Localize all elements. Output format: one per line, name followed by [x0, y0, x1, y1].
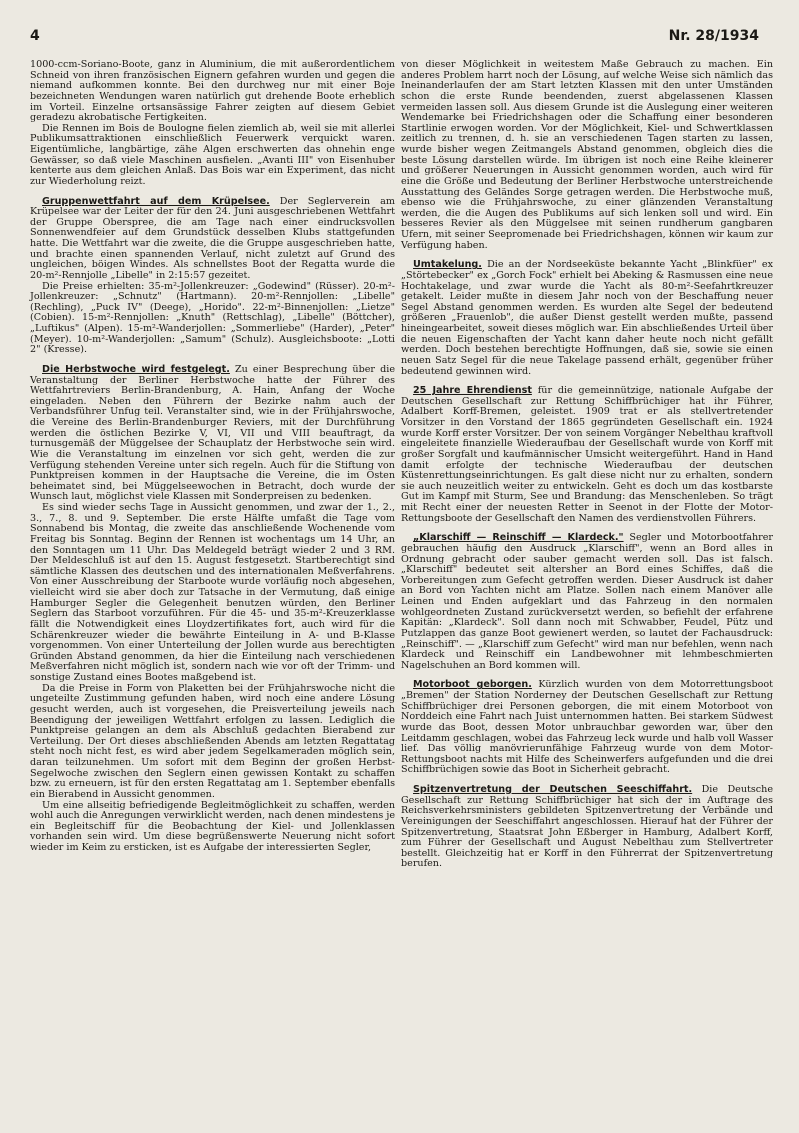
- right-column: [401, 60, 773, 870]
- left-column: [30, 60, 395, 854]
- article: [401, 785, 773, 870]
- article-heading: Gruppenwettfahrt auf dem Krüpelsee.: [42, 195, 270, 207]
- paragraph: Die Rennen im Bois de Boulogne fielen ziemlich ab, weil sie mit allerlei Publikumsattraktionen einschließlich Feuerwerk verquickt waren. Eigentümliche, langbärtige, zähe Algen erschwerten das ohnehin enge Gewässer, so daß viele Maschinen ausfielen. „Avanti III" von Eisenhuber kenterte aus dem gleichen Anlaß. Das Bois war ein Experiment, das nicht zur Wiederholung reizt.: [30, 122, 395, 187]
- paragraph: 1000-ccm-Soriano-Boote, ganz in Aluminium, die mit außerordentlichem Schneid von ihren französischen Eignern gefahren wurden und gegen die niemand aufkommen konnte. Bei den durchweg nur mit einer Boje bezeichneten Wendungen waren natürlich gut drehende Boote erheblich im Vorteil. Einzelne ortsansässige Fahrer zeigten auf diesem Gebiet geradezu akrobatische Fertigkeiten.: [30, 59, 395, 124]
- article-heading: Umtakelung.: [413, 259, 482, 271]
- article-heading: „Klarschiff — Reinschiff — Klardeck.": [413, 532, 624, 544]
- page-number: 4: [30, 28, 40, 44]
- article-text: Die an der Nordseeküste bekannte Yacht „Blinkfüer" ex „Störtebecker" ex „Gorch Fock" erhielt bei Abeking & Rasmussen eine neue Hochtakelage, und zwar wurde die Yacht als 80-m²-Seefahrtkreuzer getakelt. Leider mußte in diesem Jahr noch von der Beschaffung neuer Segel Abstand genommen werden. Es wurden alte Segel der bedeutend größeren „Frauenlob", die außer Dienst gestellt werden mußte, passend hineingearbeitet, soweit dieses möglich war. Ein abschließendes Urteil über die neuen Eigenschaften der Yacht kann daher heute noch nicht gefällt werden. Doch bestehen berechtigte Hoffnungen, daß sie, sowie sie einen neuen Satz Segel für die neue Takelage passend erhält, gegenüber früher bedeutend gewinnen wird.: [401, 259, 773, 377]
- paragraph: von dieser Möglichkeit in weitestem Maße Gebrauch zu machen. Ein anderes Problem harrt noch der Lösung, auf welche Weise sich nämlich das Ineinanderlaufen der am Start letzten Klassen mit den unter Umständen schon die erste Runde beendenden, zuerst abgelassenen Klassen vermeiden lassen soll. Aus diesem Grunde ist die Auslegung einer weiteren Wendemarke bei Friedrichshagen oder die Schaffung einer besonderen Startlinie erwogen worden. Vor der Möglichkeit, Kiel- und Schwertklassen zeitlich zu trennen, d. h. sie an verschiedenen Tagen starten zu lassen, wurde bisher wegen Zeitmangels Abstand genommen, obgleich dies die beste Lösung darstellen würde. Im übrigen ist noch eine Reihe kleinerer und größerer Neuerungen in Aussicht genommen worden, auch wird für eine die Größe und Bedeutung der Berliner Herbstwoche unterstreichende Ausstattung des Geländes Sorge getragen werden. Die Herbstwoche muß, ebenso wie die Frühjahrswoche, zu einer glänzenden Veranstaltung werden, die die Augen des Publikums auf sich lenken soll und wird. Ein besseres Revier als den Müggelsee mit seinen rundherum gangbaren Ufern, mit seiner Seepromenade bei Friedrichshagen, können wir kaum zur Verfügung haben.: [401, 59, 773, 251]
- paragraph: Es sind wieder sechs Tage in Aussicht genommen, und zwar der 1., 2., 3., 7., 8. und 9. September. Die erste Hälfte umfaßt die Tage vom Sonnabend bis Montag, die zweite das anschließende Wochenende vom Freitag bis Sonntag. Beginn der Rennen ist wochentags um 14 Uhr, an den Sonntagen um 11 Uhr. Das Meldegeld beträgt wieder 2 und 3 RM. Der Meldeschluß ist auf den 15. August festgesetzt. Startberechtigt sind sämtliche Klassen des deutschen und des internationalen Meßverfahrens. Von einer Ausschreibung der Starboote wurde vorläufig noch abgesehen, vielleicht wird sie aber doch zur Tatsache in der Vermutung, daß einige Hamburger Segler die Gelegenheit benutzen würden, den Berliner Seglern das Starboot vorzuführen. Für die 45- und 35-m²-Kreuzerklasse fällt die Notwendigkeit eines Lloydzertifikates fort, auch wird für die Schärenkreuzer wieder die bewährte Einteilung in A- und B-Klasse vorgenommen. Von einer Unterteilung der Jollen wurde aus berechtigten Gründen Abstand genommen, da hier die Einteilung nach verschiedenen Meßverfahren nicht möglich ist, sondern nach wie vor oft der Trimm- und sonstige Zustand eines Bootes maßgebend ist.: [30, 502, 395, 683]
- article-heading: 25 Jahre Ehrendienst: [413, 385, 532, 397]
- article: [401, 533, 773, 671]
- article-text: Der Seglerverein am Krüpelsee war der Leiter der für den 24. Juni ausgeschriebenen Wettfahrt der Gruppe Oberspree, die am Tage nach einer eindrucksvollen Sonnenwendfeier auf dem Grundstück desselben Klubs stattgefunden hatte. Die Wettfahrt war die zweite, die die Gruppe ausgeschrieben hatte, und brachte einen spannenden Verlauf, nicht zuletzt auf Grund des ungleichen, böigen Windes. Als schnellstes Boot der Regatta wurde die 20-m²-Rennjolle „Libelle" in 2:15:57 gezeitet.: [30, 195, 395, 281]
- article: [401, 680, 773, 776]
- article-heading: Spitzenvertretung der Deutschen Seeschiffahrt.: [413, 784, 693, 795]
- paragraph: Um eine allseitig befriedigende Begleitmöglichkeit zu schaffen, werden wohl auch die Anregungen verwirklicht werden, nach denen mindestens je ein Begleitschiff für die Beobachtung der Kiel- und Jollenklassen vorhanden sein wird. Um diese begrüßenswerte Neuerung nicht sofort wieder im Keim zu ersticken, ist es Aufgabe der interessierten Segler,: [30, 799, 395, 853]
- paragraph: Da die Preise in Form von Plaketten bei der Frühjahrswoche nicht die ungeteilte Zustimmung gefunden haben, wird noch eine andere Lösung gesucht werden, auch ist vorgesehen, die Preisverteilung jeweils nach Beendigung der jeweiligen Wettfahrt erfolgen zu lassen. Lediglich die Punktpreise gelangen an dem als Abschluß gedachten Bierabend zur Verteilung. Der Ort dieses abschließenden Abends am letzten Regattatag steht noch nicht fest, es wird aber jedem Segelkameraden möglich sein, daran teilzunehmen. Um sofort mit dem Beginn der großen Herbst-Segelwoche zwischen den Seglern einen gewissen Kontakt zu schaffen bzw. zu erneuern, ist für den ersten Regattatag am 1. September ebenfalls ein Bierabend in Aussicht genommen.: [30, 682, 395, 800]
- article: [30, 197, 395, 282]
- article-heading: Die Herbstwoche wird festgelegt.: [42, 363, 230, 375]
- article: [401, 260, 773, 377]
- article-heading: Motorboot geborgen.: [413, 679, 532, 691]
- issue-number: Nr. 28/1934: [668, 28, 759, 44]
- article-text: Zu einer Besprechung über die Veranstaltung der Berliner Herbstwoche hatte der Führer des Wettfahrtreviers Berlin-Brandenburg, A. Hain, Anfang der Woche eingeladen. Neben den Führern der Bezirke nahm auch der Verbandsführer Unfug teil. Veranstalter sind, wie in der Frühjahrswoche, die Vereine des Berlin-Brandenburger Reviers, mit der Durchführung werden die östlichen Bezirke V, VI, VII und VIII beauftragt, da turnusgemäß der Müggelsee der Schauplatz der Herbstwoche sein wird. Wie die Veranstaltung im einzelnen vor sich geht, werden die zur Verfügung stehenden Vereine unter sich regeln. Auch für die Stiftung von Punktpreisen kommen in der Hauptsache die Vereine, die im Osten beheimatet sind, bei Müggelseewochen in Betracht, doch wurde der Wunsch laut, möglichst viele Klassen mit Sonderpreisen zu bedenken.: [30, 363, 396, 503]
- article-text: für die gemeinnützige, nationale Aufgabe der Deutschen Gesellschaft zur Rettung Schiffbrüchiger hat ihr Führer, Adalbert Korff-Bremen, geleistet. 1909 trat er als stellvertretender Vorsitzer in den Vorstand der 1865 gegründeten Gesellschaft ein. 1924 wurde Korff erster Vorsitzer. Der von seinem Vorgänger Nebelthau kraftvoll eingeleitete finanzielle Wiederaufbau der Gesellschaft wurde von Korff mit großer Sorgfalt und kaufmännischer Umsicht weitergeführt. Hand in Hand damit erfolgte der technische Wiederaufbau der deutschen Küstenrettungseinrichtungen. Es galt diese nicht nur zu erhalten, sondern sie auch neuzeitlich weiter zu entwickeln. Geht es doch um das kostbarste Gut im Kampf mit Sturm, See und Brandung: das Menschenleben. So trägt mit Recht einer der neuesten Retter in Seenot in der Flotte der Motor-Rettungsboote der Gesellschaft den Namen des verdienstvollen Führers.: [401, 385, 773, 524]
- article-text: Die Deutsche Gesellschaft zur Rettung Schiffbrüchiger hat sich der im Auftrage des Reichsverkehrsministers gebildeten Spitzenvertretung der Verbände und Vereinigungen der Seeschiffahrt angeschlossen. Hierauf hat der Führer der Spitzenvertretung, Staatsrat John Eßberger in Hamburg, Adalbert Korff, zum Führer der Gesellschaft und August Nebelthau zum Stellvertreter bestellt. Gleichzeitig hat er Korff in den Führerrat der Spitzenvertretung berufen.: [401, 784, 774, 870]
- article: [401, 386, 773, 524]
- article-text: Kürzlich wurden von dem Motorrettungsboot „Bremen" der Station Norderney der Deutschen Gesellschaft zur Rettung Schiffbrüchiger drei Personen geborgen, die mit einem Motorboot von Norddeich eine Fahrt nach Juist unternommen hatten. Bei starkem Südwest wurde das Boot, dessen Motor unbrauchbar geworden war, über den Leitdamm geschlagen, wobei das Fahrzeug leck wurde und halb voll Wasser lief. Das völlig manövrierunfähige Fahrzeug wurde von dem Motor-Rettungsboot nachts mit Hilfe des Scheinwerfers aufgefunden und die drei Schiffbrüchigen sowie das Boot in Sicherheit gebracht.: [401, 679, 773, 776]
- article: [30, 365, 395, 503]
- paragraph: Die Preise erhielten: 35-m²-Jollenkreuzer: „Godewind" (Rüsser). 20-m²-Jollenkreuzer: „Schnutz" (Hartmann). 20-m²-Rennjollen: „Libelle" (Rechling), „Puck IV" (Deege), „Horido". 22-m²-Binnenjollen: „Lietze" (Cobien). 15-m²-Rennjollen: „Knuth" (Rettschlag), „Libelle" (Böttcher), „Luftikus" (Alpen). 15-m²-Wanderjollen: „Sommerliebe" (Harder), „Peter" (Meyer). 10-m²-Wanderjollen: „Samum" (Schulz). Ausgleichsboote: „Lotti 2" (Kresse).: [30, 280, 395, 356]
- article-text: Segler und Motorbootfahrer gebrauchen häufig den Ausdruck „Klarschiff", wenn an Bord alles in Ordnung gebracht oder sauber gemacht werden soll. Das ist falsch. „Klarschiff" bedeutet seit altersher an Bord eines Schiffes, daß die Vorbereitungen zum Gefecht getroffen werden. Dieser Ausdruck ist daher an Bord von Yachten nicht am Platze. Sollen nach einem Manöver alle Leinen und Enden aufgeklart und das Fahrzeug in den normalen wohlgeordneten Zustand zurückversetzt werden, so befiehlt der erfahrene Kapitän: „Klardeck". Soll dann noch mit Schwabber, Feudel, Pütz und Putzlappen das ganze Boot gewienert werden, so lautet der Fachausdruck: „Reinschiff". — „Klarschiff zum Gefecht" wird man nur befehlen, wenn nach Klardeck und Reinschiff ein Landbewohner mit lehmbeschmierten Nagelschuhen an Bord kommen will.: [401, 532, 773, 671]
